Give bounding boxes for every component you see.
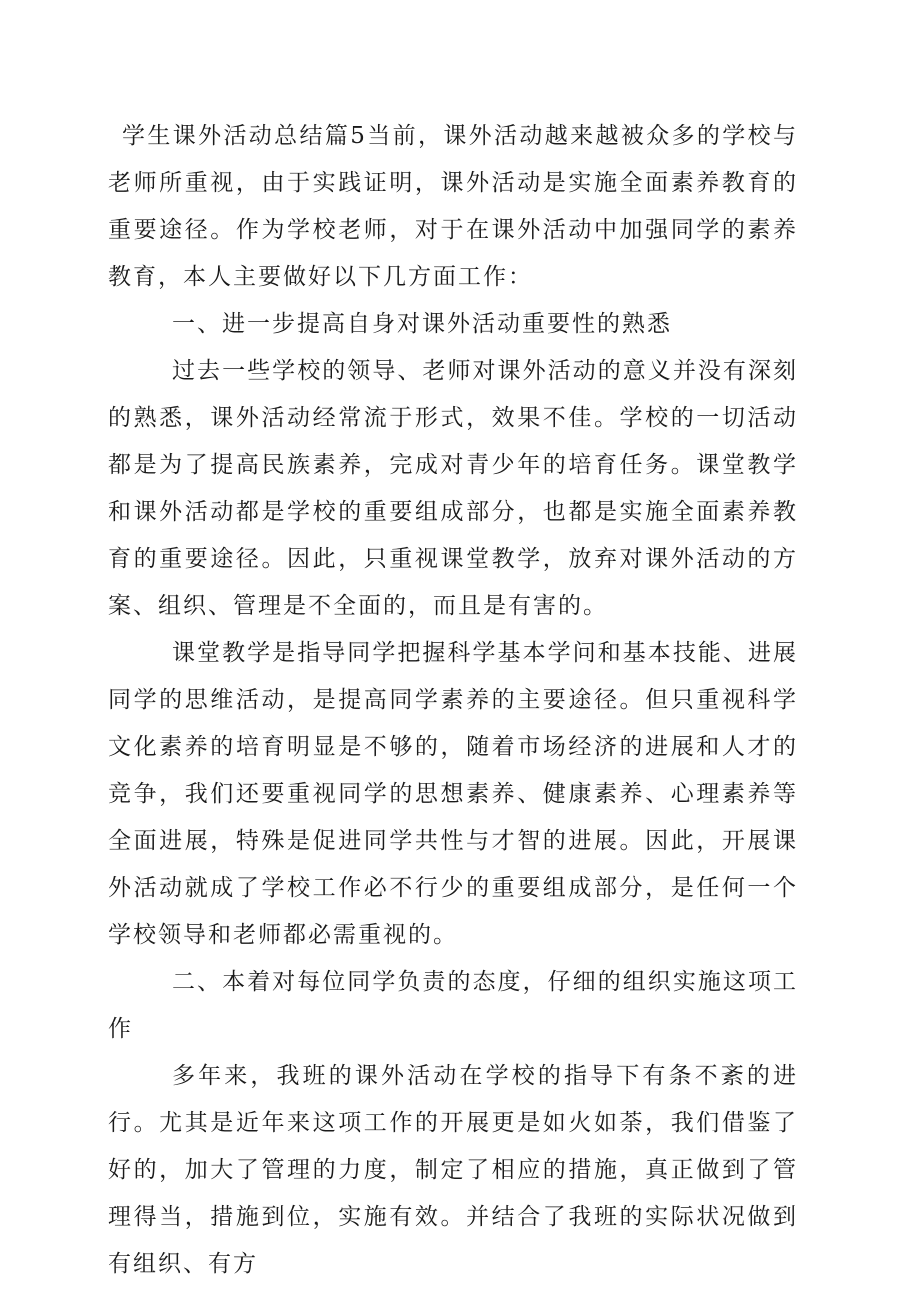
body-paragraph-2: 课堂教学是指导同学把握科学基本学问和基本技能、进展同学的思维活动，是提高同学素养的主要途径。但只重视科学文化素养的培育明显是不够的，随着市场经济的进展和人才的竞争，我们还要重视同学的思想素养、健康素养、心理素养等全面进展，特殊是促进同学共性与才智的进展。因此，开展课外活动就成了学校工作必不行少的重要组成部分，是任何一个学校领导和老师都必需重视的。 — [108, 640, 798, 948]
intro-paragraph: 学生课外活动总结篇5当前，课外活动越来越被众多的学校与老师所重视，由于实践证明，课外活动是实施全面素养教育的重要途径。作为学校老师，对于在课外活动中加强同学的素养教育，本人主要做好以下几方面工作： — [108, 123, 798, 290]
document-body — [108, 113, 798, 1288]
body-paragraph-1: 过去一些学校的领导、老师对课外活动的意义并没有深刻的熟悉，课外活动经常流于形式，效果不佳。学校的一切活动都是为了提高民族素养，完成对青少年的培育任务。课堂教学和课外活动都是学校的重要组成部分，也都是实施全面素养教育的重要途径。因此，只重视课堂教学，放弃对课外活动的方案、组织、管理是不全面的，而且是有害的。 — [108, 358, 798, 619]
body-paragraph-3: 多年来，我班的课外活动在学校的指导下有条不紊的进行。尤其是近年来这项工作的开展更是如火如荼，我们借鉴了好的，加大了管理的力度，制定了相应的措施，真正做到了管理得当，措施到位，实施有效。并结合了我班的实际状况做到有组织、有方 — [108, 1063, 798, 1277]
section-heading-2: 二、本着对每位同学负责的态度，仔细的组织实施这项工作 — [108, 969, 798, 1042]
section-heading-1: 一、进一步提高自身对课外活动重要性的熟悉 — [172, 311, 672, 337]
